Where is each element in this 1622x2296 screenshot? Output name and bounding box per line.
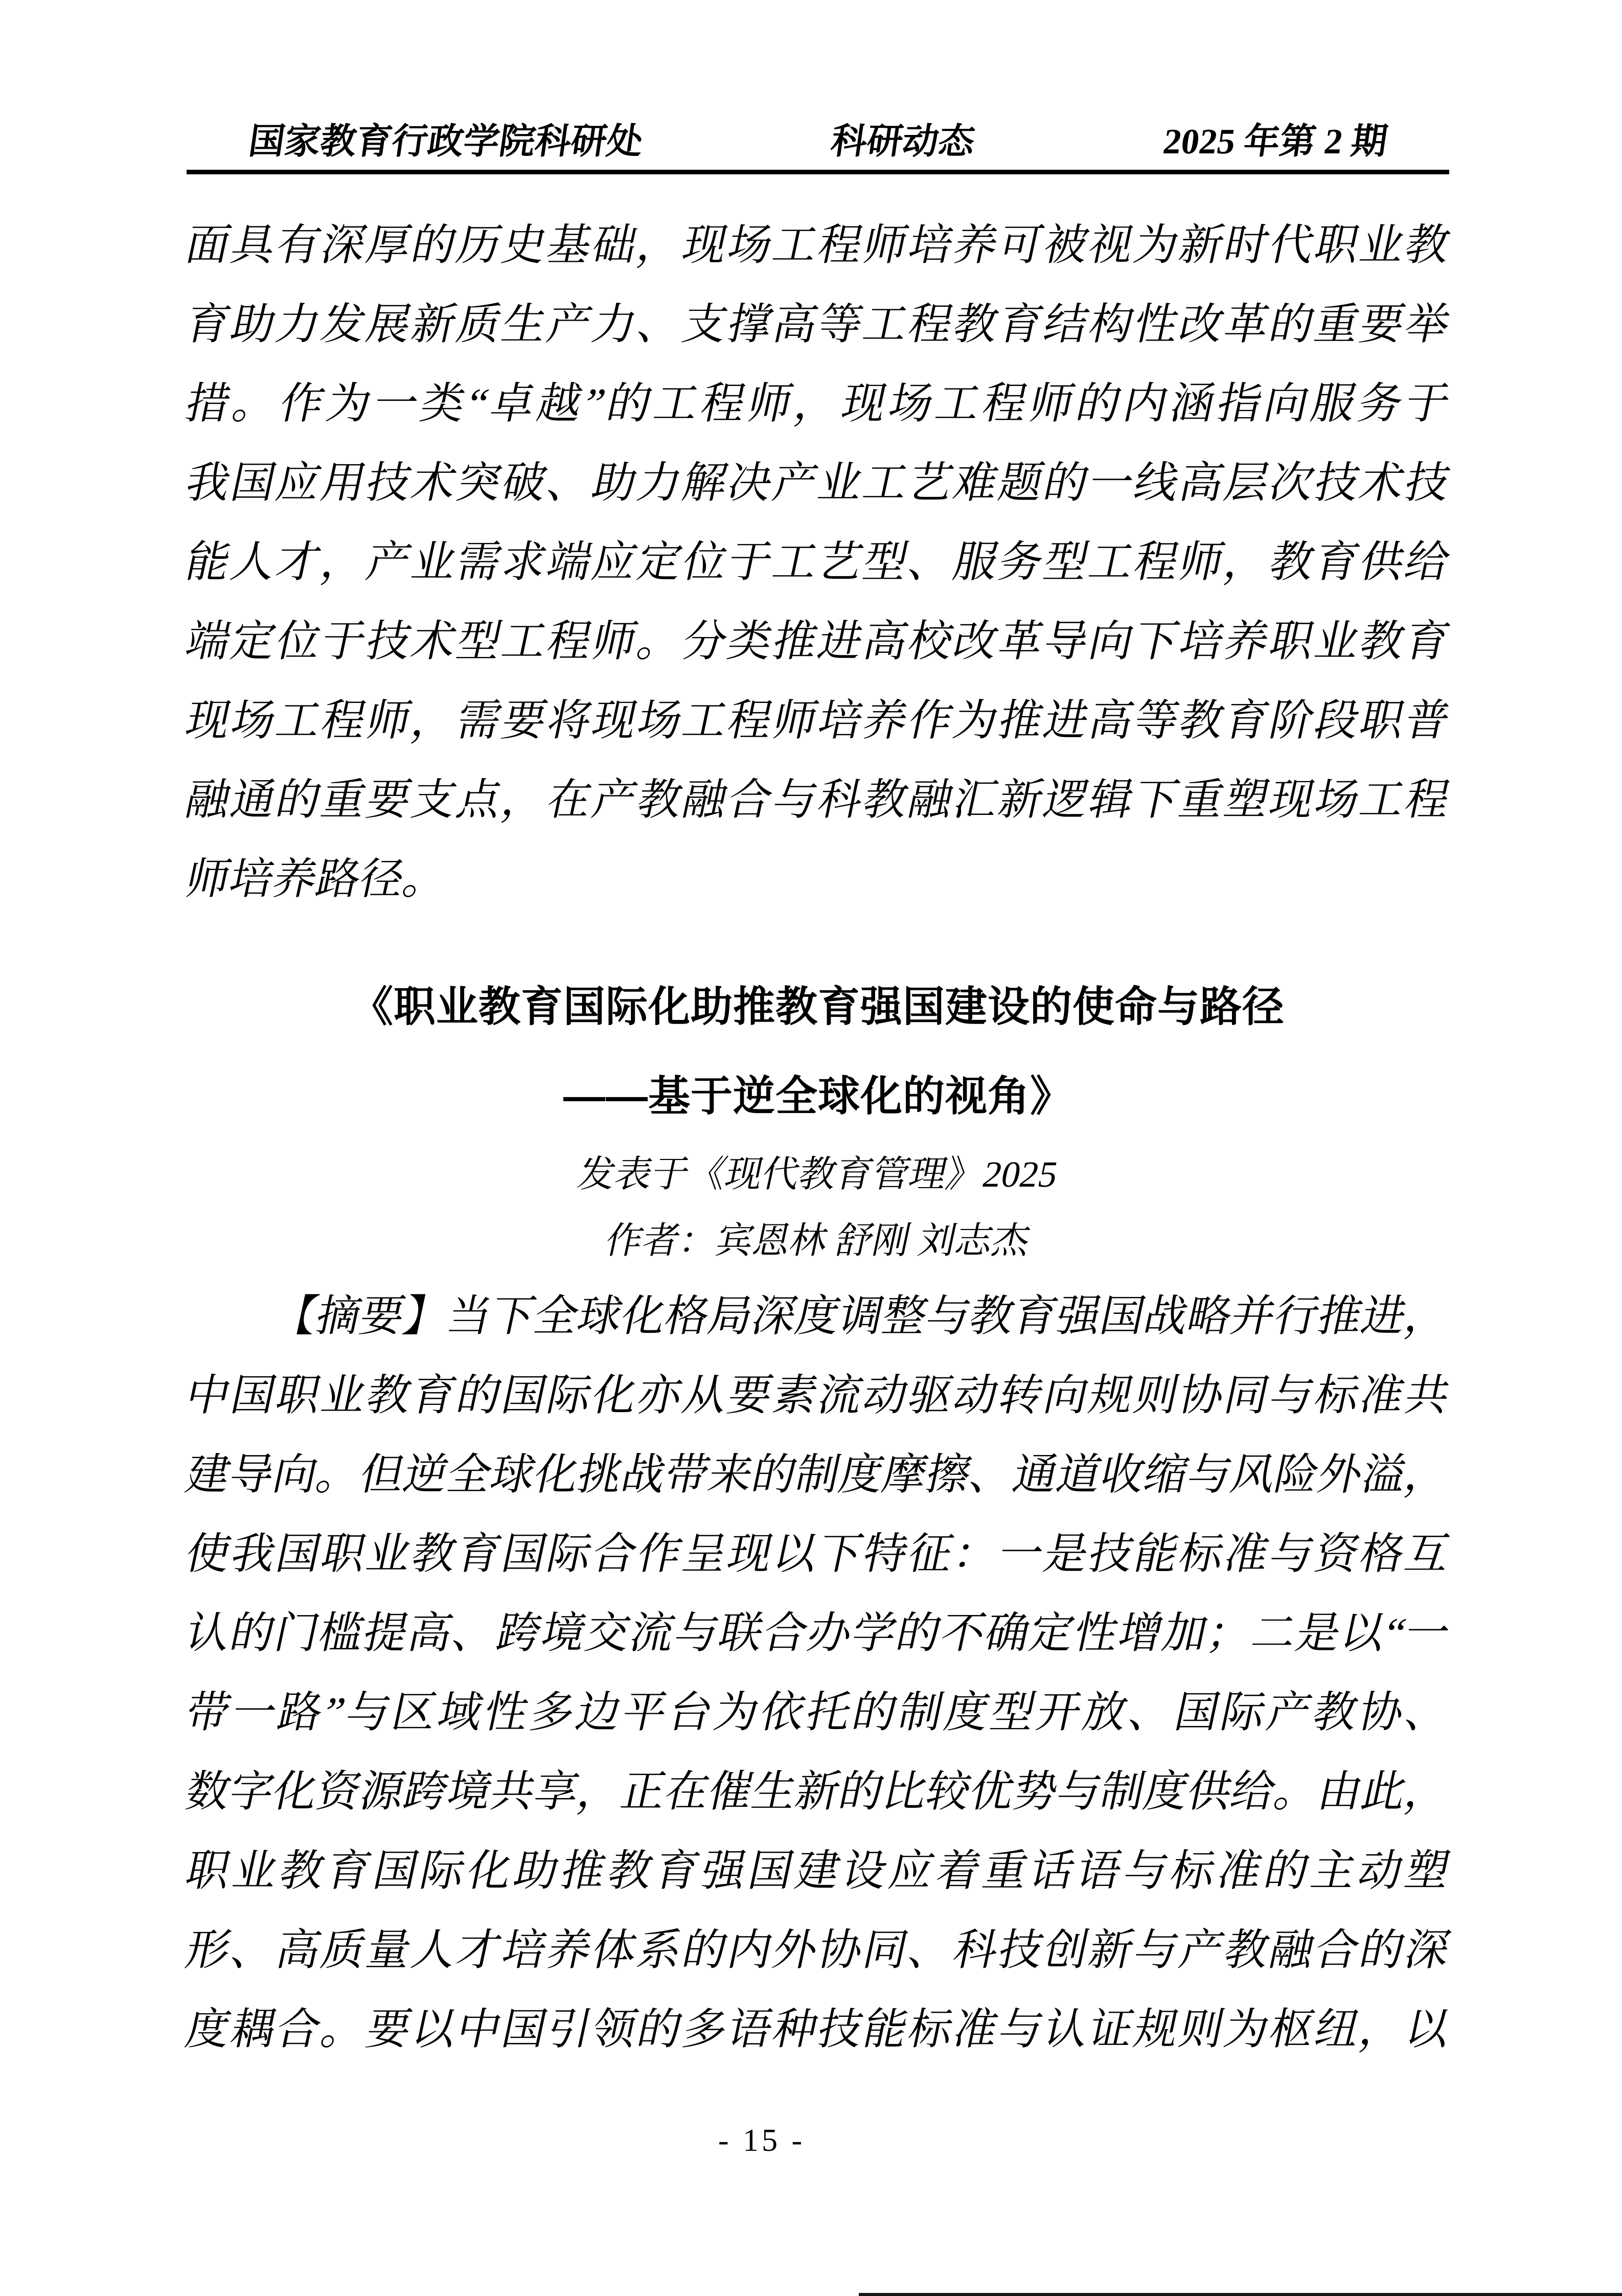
header-issue: 2025 年第 2 期: [1160, 122, 1390, 162]
text-line: 度耦合。要以中国引领的多语种技能标准与认证规则为枢纽，以: [181, 2006, 1455, 2054]
page-number: - 15 -: [718, 2123, 806, 2158]
text-line: 【摘要】当下全球化格局深度调整与教育强国战略并行推进，: [268, 1292, 1455, 1340]
text-line: 育助力发展新质生产力、支撑高等工程教育结构性改革的重要举: [181, 301, 1455, 349]
text-line: 能人才，产业需求端应定位于工艺型、服务型工程师，教育供给: [181, 538, 1455, 586]
text-line: 中国职业教育的国际化亦从要素流动驱动转向规则协同与标准共: [181, 1372, 1455, 1420]
text-line: 职业教育国际化助推教育强国建设应着重话语与标准的主动塑: [181, 1847, 1455, 1895]
authors-text: 作者：宾恩林 舒刚 刘志杰: [602, 1220, 1034, 1261]
body-continuation-last-line-wrap: [181, 840, 1449, 919]
text-line: 师培养路径。: [181, 855, 453, 903]
header-publication-title: 科研动态: [828, 122, 977, 162]
authors-line: [187, 1208, 1449, 1274]
text-line: 我国应用技术突破、助力解决产业工艺难题的一线高层次技术技: [181, 459, 1455, 507]
text-line: 数字化资源跨境共享，正在催生新的比较优势与制度供给。由此，: [181, 1768, 1455, 1816]
text-line: 形、高质量人才培养体系的内外协同、科技创新与产教融合的深: [181, 1926, 1455, 1974]
article-title: [187, 962, 1449, 1141]
text-line: 使我国职业教育国际合作呈现以下特征：一是技能标准与资格互: [181, 1530, 1455, 1578]
text-line: 融通的重要支点，在产教融合与科教融汇新逻辑下重塑现场工程: [181, 776, 1455, 824]
text-line: 认的门槛提高、跨境交流与联合办学的不确定性增加；二是以“一: [181, 1609, 1455, 1657]
text-line: 现场工程师，需要将现场工程师培养作为推进高等教育阶段职普: [181, 697, 1455, 745]
published-in-text: 发表于《现代教育管理》2025: [574, 1154, 1062, 1195]
text-line: 建导向。但逆全球化挑战带来的制度摩擦、通道收缩与风险外溢，: [181, 1451, 1455, 1499]
body-continuation-paragraph: [181, 206, 1455, 840]
text-line: 面具有深厚的历史基础，现场工程师培养可被视为新时代职业教: [181, 221, 1455, 269]
article-title-line-1: 《职业教育国际化助推教育强国建设的使命与路径: [351, 984, 1285, 1030]
page-content: [181, 0, 1455, 2162]
abstract-paragraph: [181, 1277, 1455, 2070]
article-title-line-2: ——基于逆全球化的视角》: [563, 1073, 1072, 1120]
text-line: 端定位于技术型工程师。分类推进高校改革导向下培养职业教育: [181, 618, 1455, 666]
header-institution: 国家教育行政学院科研处: [246, 122, 646, 162]
published-in: [187, 1141, 1449, 1208]
header-rule: [187, 170, 1449, 174]
text-line: 措。作为一类“卓越”的工程师，现场工程师的内涵指向服务于: [181, 380, 1455, 428]
page-header: [187, 121, 1449, 164]
scan-artifact-bar: [859, 2293, 1622, 2296]
text-line: 带一路”与区域性多边平台为依托的制度型开放、国际产教协、: [181, 1689, 1455, 1737]
